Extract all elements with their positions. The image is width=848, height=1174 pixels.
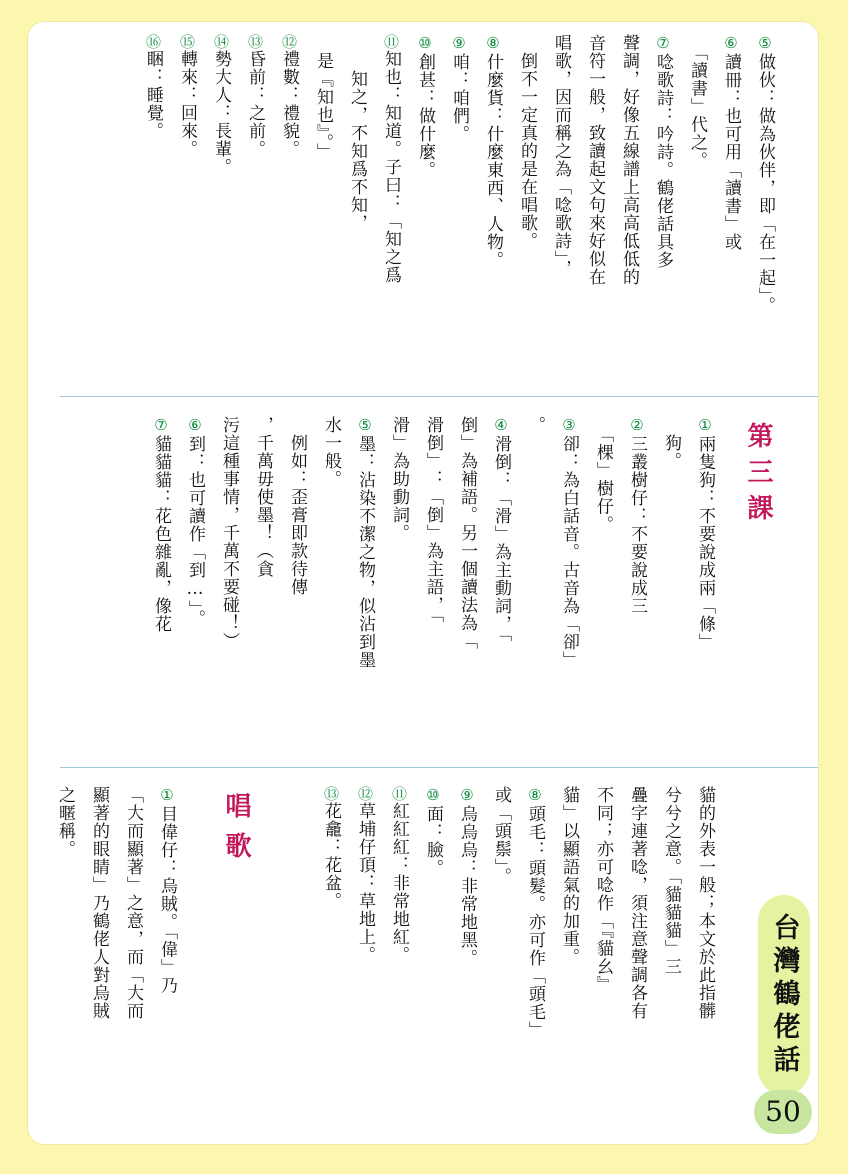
top-col-1: ⑤做伙：做為伙伴，即「在一起」。: [755, 34, 775, 315]
mid-col-16: ⑥到：也可讀作「到…」。: [185, 416, 205, 628]
song-heading: 唱歌: [221, 792, 251, 872]
top-col-17: ⑭勢大人：長輩。: [211, 34, 231, 176]
top-col-10: ⑨咱：咱們。: [449, 34, 469, 143]
bot-col-1: 貓的外表一般；本文於此指髒: [695, 786, 715, 1020]
top-col-4: ⑦唸歌詩：吟詩。鶴佬話具多: [653, 34, 673, 269]
top-col-18: ⑮轉來：回來。: [177, 34, 197, 158]
bot-left-col-1: ①目偉仔：烏賊。「偉」乃: [157, 786, 177, 995]
mid-col-4: 「棵」樹仔。: [593, 434, 613, 534]
middle-section: [144, 416, 722, 756]
bot-left-col-3: 顯著的眼睛」乃鶴佬人對烏賊: [89, 786, 109, 1020]
mid-col-17: ⑦貓貓貓：花色雜亂，像花: [151, 416, 171, 633]
mid-col-14: ，千萬毋使墨！（貪: [253, 416, 273, 578]
mid-col-7: ④滑倒：「滑」為主動詞，「: [491, 416, 511, 643]
bottom-right-section: [314, 786, 722, 1126]
page-number: 50: [754, 1090, 812, 1134]
top-col-15: ⑫禮數：禮貌。: [279, 34, 299, 158]
book-title-badge: 台灣鶴佬話: [758, 895, 810, 1095]
mid-col-1: ①兩隻狗：不要說成兩「條」: [695, 416, 715, 651]
bot-col-7: 或「頭鬃」。: [491, 786, 511, 886]
mid-col-6: 。: [525, 416, 545, 434]
top-col-5: 聲調，好像五線譜上高高低低的: [619, 34, 639, 286]
bot-col-11: ⑫草埔仔頂：草地上。: [355, 786, 375, 964]
mid-col-12: 水一般。: [321, 416, 341, 488]
bot-col-8: ⑨烏烏烏：非常地黑。: [457, 786, 477, 967]
mid-col-11: ⑤墨：沾染不潔之物，似沾到墨: [355, 416, 375, 669]
top-col-12: ⑪知也：知道。子曰：「知之爲: [381, 34, 401, 284]
top-section: [136, 34, 782, 394]
top-col-19: ⑯睏：睡覺。: [143, 34, 163, 140]
top-col-7: 唱歌，因而稱之為「唸歌詩」，: [551, 34, 571, 278]
mid-col-8: 倒」為補語。另一個讀法為「: [457, 416, 477, 650]
section-divider-2: [60, 767, 818, 768]
top-col-13: 知之，不知爲不知，: [347, 70, 367, 232]
bot-col-3: 疊字連著唸，須注意聲調各有: [627, 786, 647, 1020]
bot-col-6: ⑧頭毛：頭髮。亦可作「頭毛」: [525, 786, 545, 1039]
mid-col-3: ②三叢樹仔：不要說成三: [627, 416, 647, 615]
top-col-6: 音符一般，致讀起文句來好似在: [585, 34, 605, 286]
top-col-9: ⑧什麼貨：什麼東西、人物。: [483, 34, 503, 269]
top-col-3: 「讀書」代之。: [687, 52, 707, 170]
mid-col-10: 滑」為助動詞。: [389, 416, 409, 542]
bot-left-col-2: 「大而顯著」之意，而「大而: [123, 786, 143, 1020]
top-col-14: 是『知也』。」: [313, 52, 333, 161]
bot-col-10: ⑪紅紅紅：非常地紅。: [389, 786, 409, 964]
mid-col-5: ③卻：為白話音。古音為「卻」: [559, 416, 579, 669]
bot-col-2: 兮兮之意。「貓貓貓」三: [661, 786, 681, 976]
section-divider-1: [60, 396, 818, 397]
mid-col-9: 滑倒」：「倒」為主語，「: [423, 416, 443, 624]
lesson-heading: 第三課: [743, 422, 773, 530]
page-card: [28, 22, 818, 1144]
top-col-2: ⑥讀冊：也可用「讀書」或: [721, 34, 741, 251]
top-col-16: ⑬昏前：之前。: [245, 34, 265, 158]
mid-col-2: 狗。: [661, 434, 681, 470]
bot-left-col-4: 之暱稱。: [55, 786, 75, 858]
bot-col-9: ⑩面：臉。: [423, 786, 443, 877]
bot-col-5: 貓」以顯語氣的加重。: [559, 786, 579, 966]
top-col-8: 倒不一定真的是在唱歌。: [517, 52, 537, 250]
bottom-left-section: [48, 786, 184, 1126]
bot-col-12: ⑬花龕：花盆。: [321, 786, 341, 910]
mid-col-13: 例如：歪膏即款待傳: [287, 434, 307, 596]
bot-col-4: 不同；亦可唸作「『貓幺』: [593, 786, 613, 994]
top-col-11: ⑩創甚：做什麼。: [415, 34, 435, 179]
mid-col-15: 污這種事情，千萬不要碰！）: [219, 416, 239, 650]
